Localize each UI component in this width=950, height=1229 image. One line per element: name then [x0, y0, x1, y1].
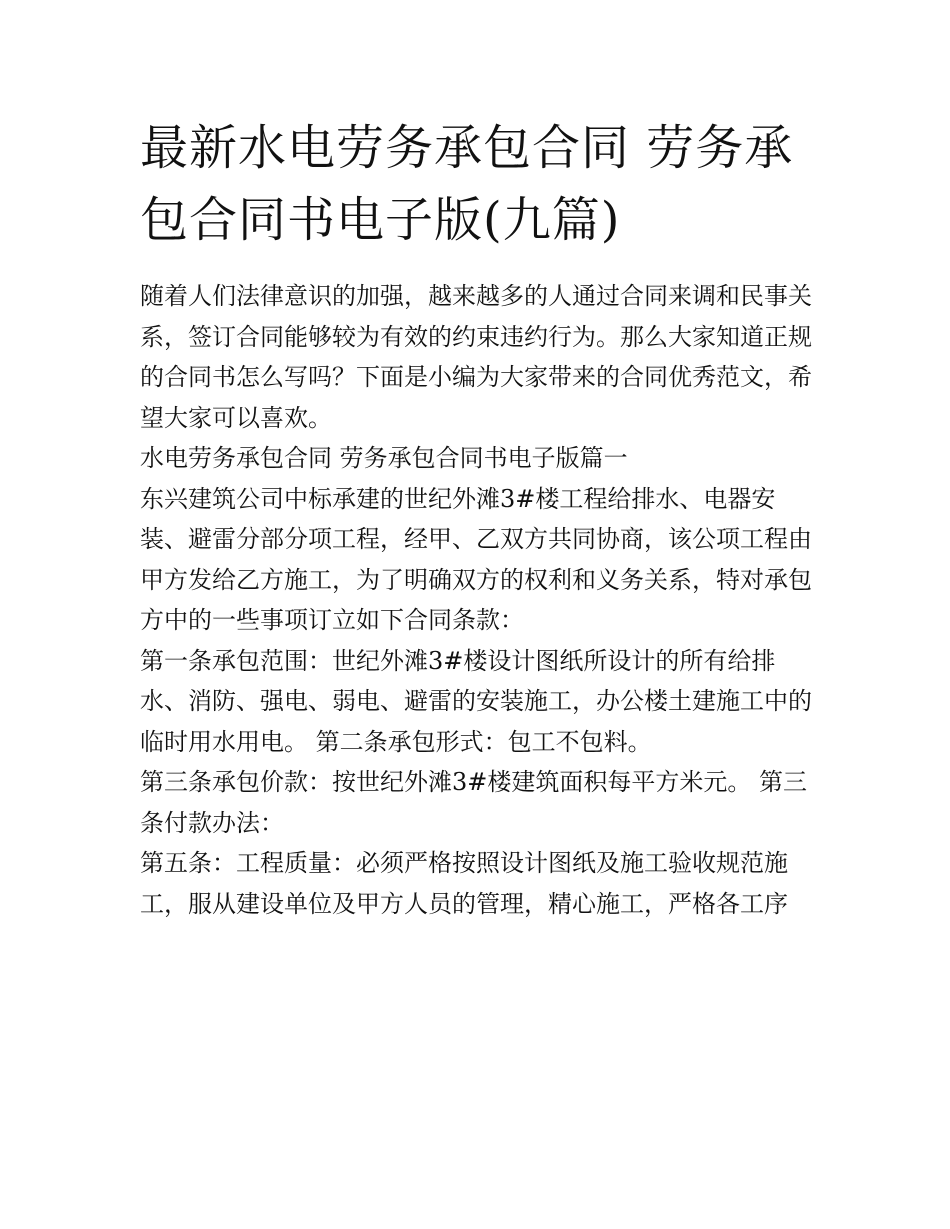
document-body — [140, 276, 820, 924]
clause-paragraph: 第五条：工程质量：必须严格按照设计图纸及施工验收规范施工，服从建设单位及甲方人员的管理，精心施工，严格各工序 — [140, 849, 788, 918]
clause-paragraph: 第一条承包范围：世纪外滩3#楼设计图纸所设计的所有给排水、消防、强电、弱电、避雷的安装施工，办公楼土建施工中的临时用水用电。 第二条承包形式：包工不包料。 — [140, 646, 812, 756]
document-title: 最新水电劳务承包合同 劳务承包合同书电子版(九篇) — [140, 120, 794, 248]
clause-paragraph: 第三条承包价款：按世纪外滩3#楼建筑面积每平方米元。 第三条付款办法： — [140, 768, 808, 837]
intro-paragraph: 随着人们法律意识的加强，越来越多的人通过合同来调和民事关系，签订合同能够较为有效的约束违约行为。那么大家知道正规的合同书怎么写吗？下面是小编为大家带来的合同优秀范文，希望大家可以喜欢。 — [140, 282, 812, 432]
contract-preamble-paragraph: 东兴建筑公司中标承建的世纪外滩3#楼工程给排水、电器安装、避雷分部分项工程，经甲、乙双方共同协商，该公项工程由甲方发给乙方施工，为了明确双方的权利和义务关系，特对承包方中的一些事项订立如下合同条款： — [140, 484, 812, 634]
section-heading: 水电劳务承包合同 劳务承包合同书电子版篇一 — [140, 444, 628, 472]
